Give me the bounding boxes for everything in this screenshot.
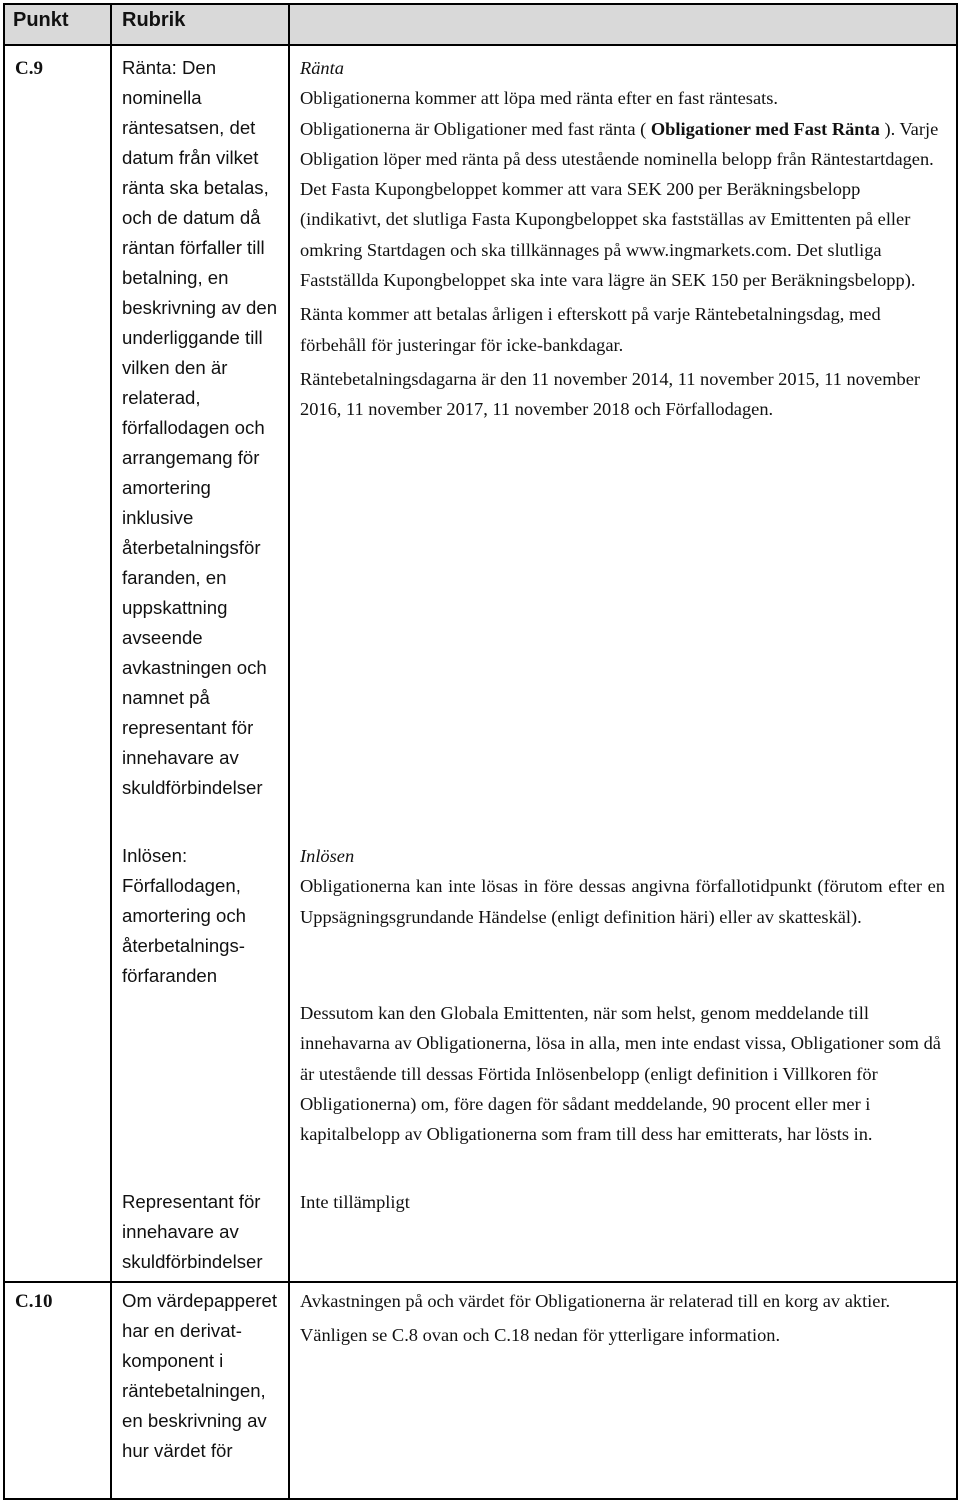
table-row-divider — [3, 1281, 958, 1283]
rubrik-representant: Representant för innehavare av skuldförbindelser — [122, 1191, 263, 1272]
representant-value: Inte tillämpligt — [300, 1192, 410, 1212]
inlosen-heading: Inlösen — [300, 846, 355, 866]
ranta-paragraph-1: Obligationerna kommer att löpa med ränta efter en fast räntesats. — [300, 88, 778, 109]
inlosen-paragraph-2: Dessutom kan den Globala Emittenten, när som helst, genom meddelande till innehavarna av Obligationerna, lösa in alla, men inte endast vissa, Obligationer som då är utestående till dessas Förtida Inlösenbelopp (enligt definition i Villkoren för Obligationerna) om, före dagen för sådant meddelande, 90 procent eller mer i kapitalbelopp av Obligationerna som fram till dess har emitterats, har lösts in. — [300, 1003, 941, 1145]
ranta-p2-text-b: ). Varje Obligation löper med ränta på dess utestående nominella belopp från Räntestartdagen. Det Fasta Kupongbeloppet kommer att vara SEK 200 per Beräkningsbelopp (indikativt, det slutliga Fasta Kupongbeloppet ska fastställas av Emittenten på eller omkring Startdagen och ska tillkännages på www.ingmarkets.com. Det slutliga Fastställda Kupongbeloppet ska inte vara lägre än SEK 150 per Beräkningsbelopp). — [300, 118, 939, 291]
table-border-left — [3, 3, 5, 1500]
c10-paragraph-2: Vänligen se C.8 ovan och C.18 nedan för ytterligare information. — [300, 1325, 781, 1346]
c10-section — [300, 1286, 945, 1351]
ranta-paragraph-4: Räntebetalningsdagarna är den 11 november 2014, 11 november 2015, 11 november 2016, 11 november 2017, 11 november 2018 och Förfallodagen. — [300, 368, 920, 420]
punkt-c9: C.9 — [15, 58, 43, 79]
ranta-p2-text-a: Obligationerna är Obligationer med fast ränta ( — [300, 118, 651, 139]
ranta-paragraph-2 — [300, 114, 945, 296]
table-divider-2 — [288, 3, 290, 1500]
table-border-bottom — [3, 1498, 958, 1500]
ranta-paragraph-3: Ränta kommer att betalas årligen i efterskott på varje Räntebetalningsdag, med förbehåll för justeringar för icke-bankdagar. — [300, 304, 881, 355]
punkt-c10: C.10 — [15, 1291, 53, 1312]
table-border-top — [3, 3, 958, 5]
inlosen-section-2 — [300, 998, 945, 1149]
rubrik-c10: Om värdepapperet har en derivat-komponent i räntebetalningen, en beskrivning av hur värdet för — [122, 1290, 278, 1461]
representant-section — [300, 1187, 945, 1217]
header-punkt: Punkt — [13, 9, 69, 31]
ranta-heading: Ränta — [300, 58, 344, 78]
table-border-right — [956, 3, 958, 1500]
ranta-p2-bold: Obligationer med Fast Ränta — [650, 118, 880, 139]
inlosen-paragraph-1: Obligationerna kan inte lösas in före dessas angivna förfallotidpunkt (förutom efter en Uppsägningsgrundande Händelse (enligt definition häri) eller av skatteskäl). — [300, 876, 945, 927]
ranta-section — [300, 53, 945, 425]
rubrik-ranta: Ränta: Den nominella räntesatsen, det datum från vilket ränta ska betalas, och de datum då räntan förfaller till betalning, en beskrivning av den underliggande till vilken den är relaterad, förfallodagen och arrangemang för amortering inklusive återbetalningsför faranden, en uppskattning avseende avkastningen och namnet på representant för innehavare av skuldförbindelser — [122, 57, 278, 798]
inlosen-section — [300, 841, 945, 932]
header-rubrik: Rubrik — [122, 9, 186, 31]
rubrik-inlosen: Inlösen: Förfallodagen, amortering och återbetalnings-förfaranden — [122, 845, 247, 986]
table-divider-1 — [110, 3, 112, 1500]
c10-paragraph-1: Avkastningen på och värdet för Obligationerna är relaterad till en korg av aktier. — [300, 1291, 891, 1311]
table-header-divider — [3, 44, 958, 46]
